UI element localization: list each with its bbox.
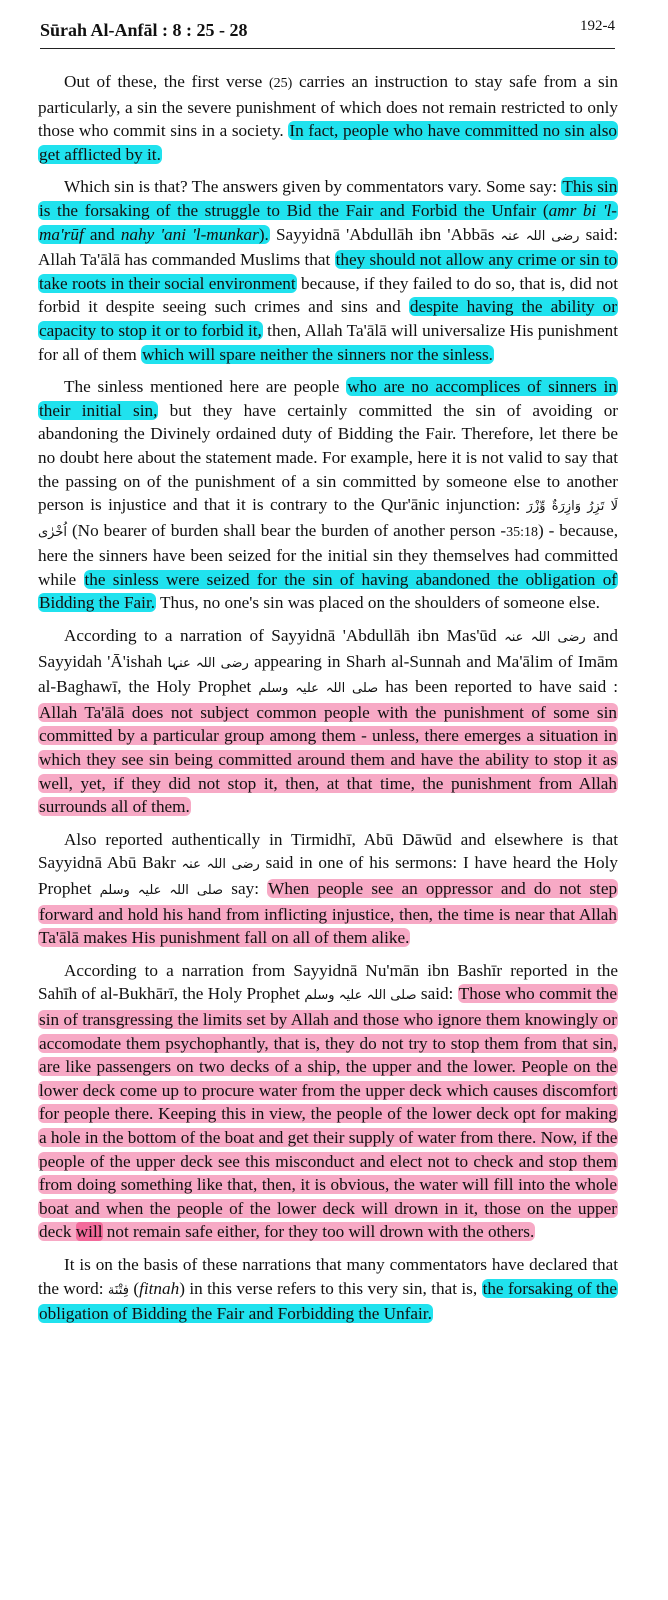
arabic-honorific: صلی اللہ علیہ وسلم [304, 988, 417, 1004]
arabic-word: فِتْنَة [107, 1282, 129, 1298]
verse-range: : 8 : 25 - 28 [162, 20, 248, 40]
text: not remain safe either, for they too will drown with the others. [106, 1222, 535, 1242]
highlight-pink: Allah Ta'ālā does not subject common people with the punishment of some sin committed by a particular group among them - unless, there emerges a situation in which they see sin being committed around them and have the ability to stop it as well, yet, if they did not stop it, then, at that time, the punishment from Allah surrounds all of them. [39, 702, 617, 817]
highlight-cyan: the sinless were seized for the sin of having abandoned the obligation of Bidding the Fair. [39, 569, 618, 613]
highlight-pink [38, 984, 618, 1241]
text: has been reported to have said : [385, 677, 619, 697]
text: and Sayyidah 'Ā'ishah [38, 626, 618, 671]
paragraph-6 [38, 959, 618, 1244]
text: Which sin is that? The answers given by commentators vary. Some say: [64, 177, 558, 197]
text: Those who commit the sin of transgressing the limits set by Allah and those who ignore them knowingly or accomodate them psychophantly, that is, they do not try to stop them from that sin, are like passengers on two decks of a ship, the upper and the lower. People on the lower deck come up to procure water from the upper deck which causes discomfort for people there. Keeping this in view, the people of the lower deck opt for making a hole in the bottom of the boat and get their supply of water from there. Now, if the people of the upper deck see this misconduct and elect not to check and stop them from doing something like that, then, it is obvious, the water will fill into the whole boat and when the people of the lower deck will drown in it, those on the upper deck [39, 984, 618, 1242]
running-header [40, 18, 615, 49]
highlight-cyan: they should not allow any crime or sin to take roots in their social environment [39, 250, 618, 293]
paragraph-7 [38, 1253, 618, 1326]
page-number: 192-4 [580, 18, 615, 34]
text: This sin is the forsaking of the struggle to Bid the Fair and Forbid the Unfair ( [39, 177, 618, 220]
page-body [38, 70, 618, 1335]
text: carries an instruction to stay safe from a sin particularly, a sin the severe punishment of which does not remain restricted to only those who commit sins in a society. [38, 72, 619, 141]
transliteration: nahy 'ani 'l-munkar [120, 224, 259, 244]
arabic-honorific: رضی اللہ عنہ [181, 857, 260, 873]
paragraph-3 [38, 375, 618, 615]
surah-reference [40, 20, 248, 41]
highlight-cyan: In fact, people who have committed no sin also get afflicted by it. [39, 121, 618, 164]
text: It is on the basis of these narrations that many commentators have declared that the word: [38, 1254, 618, 1298]
text: because, if they failed to do so, that is, did not forbid it despite seeing such crimes and sins and [38, 273, 619, 317]
highlight-cyan: the forsaking of the obligation of Bidding the Fair and Forbidding the Unfair. [39, 1278, 617, 1324]
arabic-honorific: رضی اللہ عنہ [500, 228, 580, 244]
text: said: Allah Ta'ālā has commanded Muslims that [38, 224, 619, 270]
highlight-pink: When people see an oppressor and do not step forward and hold his hand from inflicting injustice, then, the time is near that Allah Ta'ālā makes His punishment fall on all of them alike. [39, 879, 618, 948]
text: said: [420, 984, 454, 1004]
paragraph-4 [38, 624, 618, 819]
text: According to a narration of Sayyidnā 'Abdullāh ibn Mas'ūd [64, 626, 497, 646]
text: ) - because, here the sinners have been seized for the initial sin they themselves had committed while [38, 520, 618, 589]
text: said in one of his sermons: I have heard the Holy Prophet [38, 853, 619, 898]
text: (No bearer of burden shall bear the burden of another person - [71, 520, 507, 540]
arabic-honorific: صلی اللہ علیہ وسلم [258, 681, 379, 697]
text: ). [258, 224, 269, 244]
arabic-honorific: صلی اللہ علیہ وسلم [99, 883, 224, 898]
text: appearing in Sharh al-Sunnah and Ma'ālim of Imām al-Baghawī, the Holy Prophet [38, 651, 619, 697]
text: According to a narration from Sayyidnā Nu'mān ibn Bashīr reported in the Sahīh of al-Bukhārī, the Holy Prophet [38, 960, 618, 1004]
paragraph-5 [38, 828, 618, 950]
arabic-honorific: رضی اللہ عنہا [167, 655, 249, 671]
paragraph-2 [38, 175, 618, 366]
arabic-quote: لَا تَزِرُ وَازِرَةٌ وِّزْرَ اُخْرٰى [38, 499, 618, 540]
transliteration: amr bi 'l-ma'rūf [39, 200, 617, 244]
highlight-cyan: which will spare neither the sinners nor the sinless. [142, 344, 493, 364]
verse-number: (25) [268, 76, 293, 91]
text: Also reported authentically in Tirmidhī, Abū Dāwūd and elsewhere is that Sayyidnā Abū Bakr [38, 829, 618, 873]
text: ( [133, 1278, 140, 1298]
text: Out of these, the first verse [64, 72, 263, 91]
text: and [83, 224, 121, 244]
text: Thus, no one's sin was placed on the shoulders of someone else. [160, 593, 600, 613]
surah-name: Sūrah Al-Anfāl [40, 20, 158, 40]
text: but they have certainly committed the sin of avoiding or abandoning the Divinely ordained duty of Bidding the Fair. Therefore, let there be no doubt here about the statement made. For example, here it is not valid to say that the passing on of the punishment of a sin committed by someone else to another person is injustice and that it is contrary to the Qur'ānic injunction: [38, 400, 619, 515]
highlight-cyan: who are no accomplices of sinners in their initial sin, [39, 377, 618, 420]
transliteration: fitnah [139, 1278, 180, 1298]
text: then, Allah Ta'ālā will universalize His punishment for all of them [38, 320, 618, 364]
text: ) in this verse refers to this very sin, that is, [179, 1278, 478, 1298]
verse-citation: 35:18 [506, 524, 538, 540]
paragraph-1 [38, 70, 618, 166]
arabic-honorific: رضی اللہ عنہ [504, 630, 586, 646]
highlight-dark-pink: will [75, 1222, 103, 1242]
text: say: [231, 879, 259, 898]
text: Sayyidnā 'Abdullāh ibn 'Abbās [276, 224, 495, 244]
text: The sinless mentioned here are people [64, 377, 340, 397]
highlight-cyan: despite having the ability or capacity to stop it or to forbid it, [39, 297, 617, 340]
